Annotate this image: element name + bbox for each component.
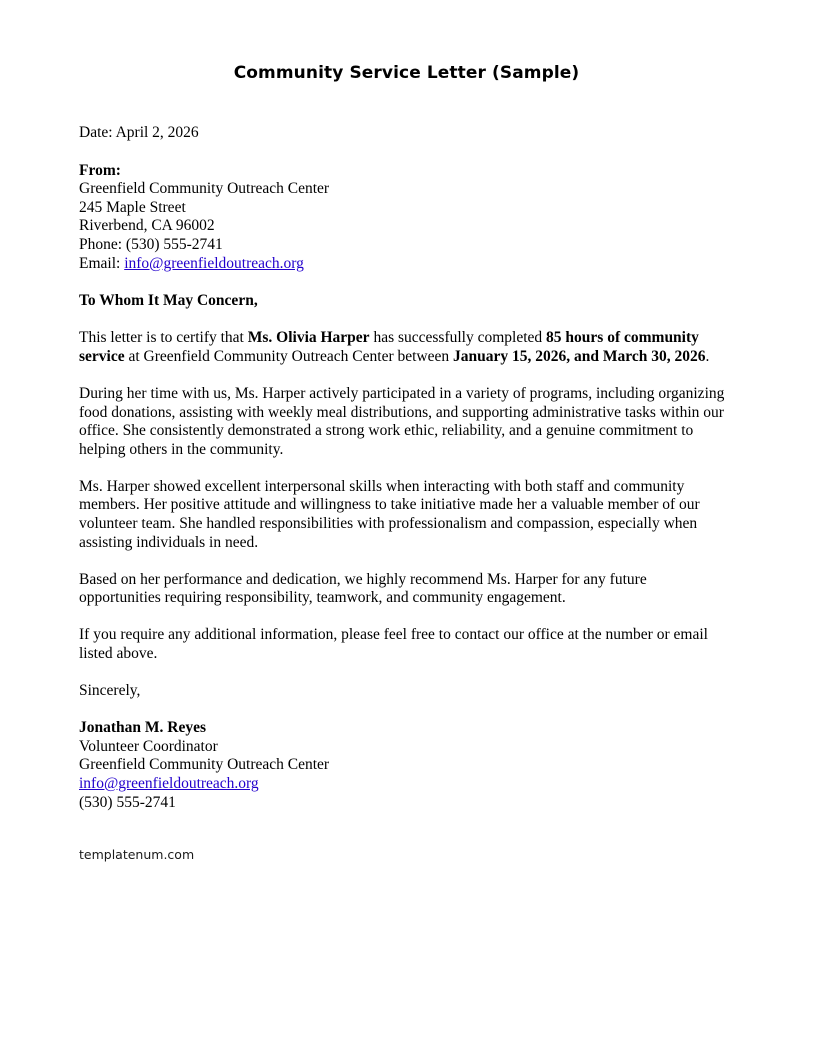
para1-seg1: This letter is to certify that — [79, 329, 248, 347]
spacer — [79, 311, 725, 330]
spacer — [79, 664, 725, 683]
signature-phone: (530) 555-2741 — [79, 793, 176, 811]
para1-seg3: has successfully completed — [369, 329, 547, 347]
page-title: Community Service Letter (Sample) — [233, 63, 580, 83]
closing-line: Sincerely, — [79, 682, 141, 700]
signature-email-link[interactable]: info@greenfieldoutreach.org — [79, 774, 259, 792]
spacer — [79, 273, 725, 292]
sender-phone: Phone: (530) 555-2741 — [79, 235, 223, 253]
sender-from-label: From: — [79, 161, 121, 179]
para1-seg7: . — [705, 347, 710, 365]
spacer — [79, 143, 725, 162]
sender-street: 245 Maple Street — [79, 198, 186, 216]
sender-email-label: Email: — [79, 254, 125, 272]
paragraph-recommendation: Based on her performance and dedication, we highly recommend Ms. Harper for any future opportunities requiring responsibility, teamwork, and community engagement. — [79, 570, 647, 607]
para1-dates-bold: January 15, 2026, and March 30, 2026 — [453, 347, 706, 365]
sender-email-line — [79, 255, 725, 274]
footer-source-note: templatenum.com — [79, 847, 195, 862]
sender-organization: Greenfield Community Outreach Center — [79, 180, 330, 198]
date-line: Date: April 2, 2026 — [79, 124, 199, 141]
para1-name-bold: Ms. Olivia Harper — [247, 329, 370, 347]
sender-city-state-zip: Riverbend, CA 96002 — [79, 217, 215, 235]
signature-organization: Greenfield Community Outreach Center — [79, 756, 330, 774]
spacer — [79, 459, 725, 478]
paragraph-activities: During her time with us, Ms. Harper actively participated in a variety of programs, including organizing food donations, assisting with weekly meal distributions, and supporting administrative tasks within our office. She consistently demonstrated a strong work ethic, reliability, and a genuine commitment to helping others in the community. — [79, 384, 725, 458]
spacer — [79, 701, 725, 720]
paragraph-skills: Ms. Harper showed excellent interpersonal skills when interacting with both staff and community members. Her positive attitude and willingness to take initiative made her a valuable member of our volunteer team. She handled responsibilities with professionalism and compassion, especially when assisting individuals in need. — [79, 477, 700, 551]
sender-email-link[interactable]: info@greenfieldoutreach.org — [124, 254, 304, 272]
spacer — [79, 552, 725, 571]
para1-hours-bold: 85 hours of community service — [79, 329, 699, 365]
paragraph-contact: If you require any additional information, please feel free to contact our office at the number or email listed above. — [79, 626, 708, 662]
signature-job-title: Volunteer Coordinator — [79, 737, 218, 755]
para1-seg5: at Greenfield Community Outreach Center between — [124, 347, 454, 365]
sender-block — [79, 162, 725, 274]
salutation: To Whom It May Concern, — [79, 292, 258, 310]
signature-name: Jonathan M. Reyes — [79, 719, 207, 737]
spacer — [79, 366, 725, 385]
spacer — [79, 608, 725, 627]
paragraph-certification — [79, 329, 725, 366]
letter-body — [79, 124, 725, 812]
signature-block — [79, 719, 725, 812]
